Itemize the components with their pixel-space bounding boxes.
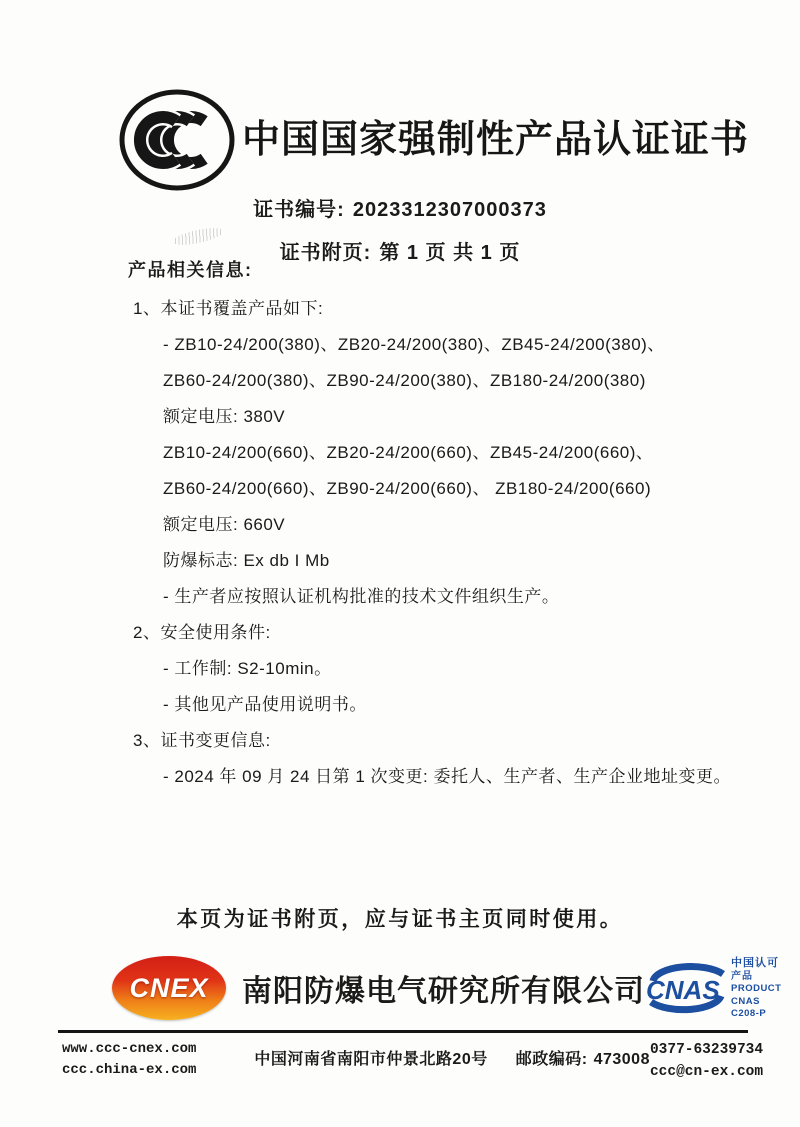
cnas-info-line: PRODUCT (731, 983, 782, 995)
cert-body-line: ZB60-24/200(660)、ZB90-24/200(660)、 ZB180-24/200(660) (163, 479, 652, 498)
footer-divider (58, 1030, 748, 1033)
cert-body-line: - 工作制: S2-10min。 (163, 659, 332, 678)
issuer-row (112, 956, 782, 1020)
cert-body-line: 3、证书变更信息: (133, 731, 271, 750)
cert-body-line: - 其他见产品使用说明书。 (163, 695, 367, 714)
section-title: 产品相关信息: (128, 260, 253, 280)
contact-row (62, 1039, 764, 1084)
certificate-page-value: 第 1 页 共 1 页 (379, 242, 521, 264)
cert-body-line: 额定电压: 380V (163, 407, 286, 426)
certificate-page-label: 证书附页: (279, 242, 372, 264)
cnas-info-text (731, 956, 781, 1020)
cert-body-line: 防爆标志: Ex db I Mb (163, 551, 330, 570)
cert-body-line: 额定电压: 660V (163, 515, 286, 534)
cnas-logo-text: CNAS (646, 975, 720, 1006)
address-block (254, 1046, 650, 1069)
website-url: ccc.china-ex.com (62, 1062, 197, 1078)
cert-body-line: - 2024 年 09 月 24 日第 1 次变更: 委托人、生产者、生产企业地址变更。 (163, 767, 731, 786)
postal-code-value: 473008 (593, 1051, 650, 1068)
website-url: www.ccc-cnex.com (62, 1041, 197, 1057)
phone-number: 0377-63239734 (649, 1042, 764, 1058)
cert-body-line: ZB60-24/200(380)、ZB90-24/200(380)、ZB180-24/200(380) (163, 371, 646, 390)
postal-code-label: 邮政编码: (515, 1051, 588, 1068)
cert-body-line: 1、本证书覆盖产品如下: (133, 299, 324, 318)
cnas-info-line: 产品 (731, 971, 753, 983)
phone-email-block (650, 1039, 763, 1084)
cnex-logo-text: CNEX (129, 972, 209, 1003)
certificate-number-label: 证书编号: (253, 199, 345, 221)
cnas-info-line: 中国认可 (731, 957, 779, 969)
cnas-info-line: CNAS C208-P (731, 995, 767, 1019)
email-address: ccc@cn-ex.com (649, 1064, 764, 1081)
product-info-section (128, 256, 748, 804)
cert-body-line: ZB10-24/200(660)、ZB20-24/200(660)、ZB45-24/200(660)、 (163, 443, 654, 462)
cert-body-line: 2、安全使用条件: (133, 623, 271, 642)
cnas-logo-icon (645, 956, 729, 1020)
certificate-number-value: 2023312307000373 (352, 199, 547, 221)
address-text: 中国河南省南阳市仲景北路20号 (254, 1051, 488, 1068)
cnex-logo-icon (112, 956, 226, 1020)
website-list (62, 1039, 196, 1081)
cert-body-line: - 生产者应按照认证机构批准的技术文件组织生产。 (163, 587, 560, 606)
cnas-accreditation-block (645, 956, 781, 1020)
attachment-usage-note: 本页为证书附页，应与证书主页同时使用。 (176, 908, 624, 931)
organization-name: 南阳防爆电气研究所有限公司 (242, 975, 645, 1009)
ccc-mark-icon (116, 86, 238, 194)
page-title: 中国国家强制性产品认证证书 (242, 119, 750, 161)
certificate-number-line (0, 193, 800, 222)
cert-body-line: - ZB10-24/200(380)、ZB20-24/200(380)、ZB45-24/200(380)、 (163, 335, 665, 354)
